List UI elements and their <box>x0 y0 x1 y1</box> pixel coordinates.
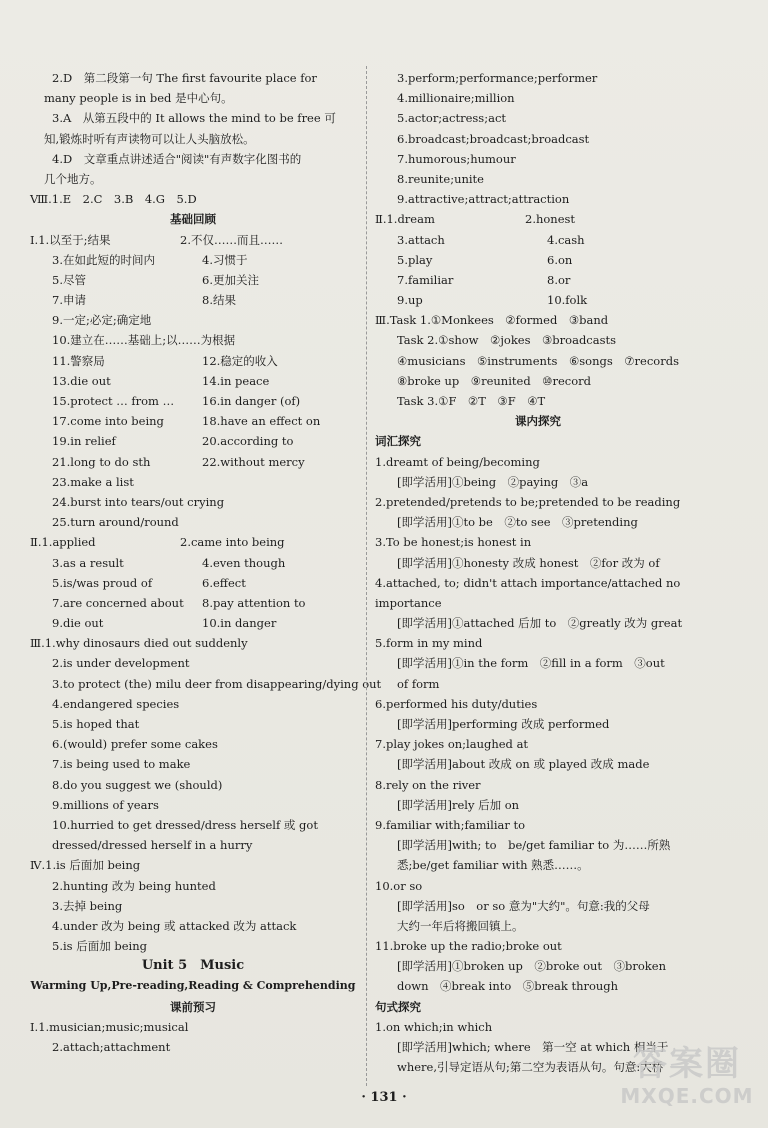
answer-line: [即学活用]①to be ②to see ③pretending <box>397 515 638 530</box>
watermark-logo: 答案圈 <box>633 1044 741 1084</box>
answer-line: 3.perform;performance;performer <box>397 71 598 85</box>
answer-line: 10.建立在……基础上;以……为根据 <box>52 333 236 348</box>
answer-line: 2.pretended/pretends to be;pretended to be reading <box>375 494 681 509</box>
answer-line: 9.millions of years <box>52 797 159 812</box>
answer-item: 5.play <box>397 252 433 267</box>
answer-item: Ⅱ.1.applied <box>30 535 96 550</box>
answer-item: 17.come into being <box>52 414 164 429</box>
answer-line: ④musicians ⑤instruments ⑥songs ⑦records <box>397 353 679 368</box>
answer-item: 11.警察局 <box>52 353 105 368</box>
answer-line: 3.To be honest;is honest in <box>375 535 532 550</box>
answer-item: 4.even though <box>202 555 286 570</box>
answer-line-pair <box>30 351 356 371</box>
watermark-url: MXQE.COM <box>620 1084 754 1108</box>
answer-line: 1.on which;in which <box>375 1019 493 1034</box>
answer-line: [即学活用]about 改成 on 或 played 改成 made <box>397 757 650 772</box>
answer-line: 2.is under development <box>52 656 190 671</box>
section-heading: 句式探究 <box>375 999 421 1014</box>
answer-line: 知,锻炼时听有声读物可以让人头脑放松。 <box>44 131 255 146</box>
answer-line: 8.rely on the river <box>375 777 481 792</box>
answer-item: 12.稳定的收入 <box>202 353 278 368</box>
answer-line: many people is in bed 是中心句。 <box>44 91 233 106</box>
answer-line: 8.do you suggest we (should) <box>52 777 223 792</box>
answer-line: Task 2.①show ②jokes ③broadcasts <box>397 333 617 348</box>
answer-item: Ⅰ.1.以至于;结果 <box>30 232 111 247</box>
answer-line: 6.performed his duty/duties <box>375 696 538 711</box>
answer-line-pair <box>375 209 701 229</box>
answer-line: 4.D 文章重点讲述适合"阅读"有声数字化图书的 <box>52 151 302 166</box>
answer-item: 3.在如此短的时间内 <box>52 252 155 267</box>
section-heading: 课前预习 <box>170 999 216 1014</box>
answer-line: [即学活用]which; where 第一空 at which 相当于 <box>397 1040 669 1054</box>
answer-item: 2.came into being <box>180 535 285 550</box>
section-heading: 基础回顾 <box>170 212 216 227</box>
answer-item: 9.die out <box>52 616 104 631</box>
answer-item: 20.according to <box>202 434 294 449</box>
answer-item: 6.effect <box>202 575 246 590</box>
answer-line: [即学活用]so or so 意为"大约"。句意:我的父母 <box>397 898 650 913</box>
answer-item: 7.familiar <box>397 272 454 287</box>
answer-line-pair <box>30 573 356 593</box>
answer-line-pair <box>30 431 356 451</box>
answer-line: dressed/dressed herself in a hurry <box>52 838 253 853</box>
answer-line: [即学活用]①in the form ②fill in a form ③out <box>397 656 665 671</box>
answer-line: Task 3.①F ②T ③F ④T <box>397 394 546 408</box>
answer-line-pair <box>375 250 701 270</box>
answer-line: 几个地方。 <box>44 171 102 186</box>
answer-line: 5.form in my mind <box>375 636 483 651</box>
answer-line: 9.attractive;attract;attraction <box>397 192 570 207</box>
answer-line: 1.dreamt of being/becoming <box>375 454 540 469</box>
answer-item: 22.without mercy <box>202 454 305 469</box>
answer-line-pair <box>30 553 356 573</box>
answer-item: 21.long to do sth <box>52 454 151 469</box>
answer-item: 3.as a result <box>52 555 124 570</box>
answer-line-pair <box>375 290 701 310</box>
answer-line-pair <box>375 270 701 290</box>
answer-line: 3.去掉 being <box>52 898 123 913</box>
answer-line: [即学活用]①honesty 改成 honest ②for 改为 of <box>397 555 660 570</box>
answer-line: 4.attached, to; didn't attach importance/attached no <box>375 575 681 590</box>
answer-item: 6.更加关注 <box>202 272 259 287</box>
answer-item: 7.申请 <box>52 293 86 308</box>
answer-item: 3.attach <box>397 232 445 247</box>
answer-line-pair <box>30 250 356 270</box>
answer-item: 8.结果 <box>202 293 236 308</box>
answer-line: 24.burst into tears/out crying <box>52 494 225 509</box>
answer-line-pair <box>30 452 356 472</box>
answer-item: 4.习惯于 <box>202 252 248 267</box>
answer-item: 16.in danger (of) <box>202 394 301 408</box>
answer-item: 14.in peace <box>202 373 270 388</box>
answer-line-pair <box>30 411 356 431</box>
section-heading: 课内探究 <box>515 414 561 429</box>
answer-item: 19.in relief <box>52 434 116 449</box>
answer-line: [即学活用]rely 后加 on <box>397 797 520 812</box>
answer-line: Ⅰ.1.musician;music;musical <box>30 1019 189 1034</box>
answer-line: 8.reunite;unite <box>397 171 484 186</box>
answer-item: 13.die out <box>52 373 111 388</box>
answer-line: 10.or so <box>375 878 423 893</box>
answer-line: [即学活用]performing 改成 performed <box>397 717 610 731</box>
answer-item: 10.folk <box>547 293 588 308</box>
answer-line: importance <box>375 595 442 610</box>
answer-line: 5.is 后面加 being <box>52 939 147 954</box>
answer-item: 15.protect … from … <box>52 394 175 408</box>
answer-line: 7.play jokes on;laughed at <box>375 737 529 752</box>
section-heading: Unit 5 Music <box>141 958 245 974</box>
answer-line: 4.under 改为 being 或 attacked 改为 attack <box>52 918 297 933</box>
answer-line-pair <box>30 270 356 290</box>
section-heading: Warming Up,Pre-reading,Reading & Comprehending <box>30 979 356 993</box>
answer-line-pair <box>375 230 701 250</box>
answer-line: 2.D 第二段第一句 The first favourite place for <box>52 71 317 85</box>
answer-item: 2.honest <box>525 212 576 227</box>
answer-line: [即学活用]①broken up ②broke out ③broken <box>397 959 666 974</box>
answer-line: Ⅷ.1.E 2.C 3.B 4.G 5.D <box>30 192 197 207</box>
answer-line: ⑧broke up ⑨reunited ⑩record <box>397 373 592 388</box>
answer-item: 2.不仅……而且…… <box>180 232 283 247</box>
answer-item: 9.up <box>397 293 423 308</box>
answer-line: 2.hunting 改为 being hunted <box>52 878 216 893</box>
answer-line: 3.A 从第五段中的 It allows the mind to be free 可 <box>52 111 336 126</box>
answer-line: Ⅳ.1.is 后面加 being <box>30 858 141 873</box>
answer-line: 9.一定;必定;确定地 <box>52 313 152 328</box>
right-column <box>375 68 701 1077</box>
answer-line: where,引导定语从句;第二空为表语从句。句意:大桥 <box>397 1060 664 1075</box>
answer-line: 5.is hoped that <box>52 717 140 731</box>
answer-line: 6.(would) prefer some cakes <box>52 737 218 752</box>
answer-item: 18.have an effect on <box>202 414 321 429</box>
answer-line: of form <box>397 676 440 691</box>
answer-line: 23.make a list <box>52 474 134 489</box>
answer-line: 10.hurried to get dressed/dress herself 或 got <box>52 817 318 832</box>
answer-line: 4.endangered species <box>52 696 180 711</box>
answer-line-pair <box>30 371 356 391</box>
watermark <box>612 1044 762 1118</box>
answer-line: 2.attach;attachment <box>52 1040 171 1054</box>
answer-line: 7.humorous;humour <box>397 151 516 166</box>
answer-line: 25.turn around/round <box>52 515 179 530</box>
answer-item: Ⅱ.1.dream <box>375 212 435 227</box>
answer-line-pair <box>30 593 356 613</box>
column-divider <box>366 66 368 1086</box>
answer-line: 9.familiar with;familiar to <box>375 817 526 832</box>
answer-line-pair <box>30 613 356 633</box>
answer-item: 10.in danger <box>202 616 277 631</box>
answer-line-pair <box>30 290 356 310</box>
answer-line: [即学活用]①attached 后加 to ②greatly 改为 great <box>397 616 683 631</box>
answer-item: 4.cash <box>547 232 585 247</box>
answer-line: 7.is being used to make <box>52 757 191 772</box>
answer-line: 4.millionaire;million <box>397 91 515 106</box>
answer-line-pair <box>30 391 356 411</box>
answer-line: [即学活用]with; to be/get familiar to 为……所熟 <box>397 838 671 853</box>
answer-item: 7.are concerned about <box>52 595 184 610</box>
answer-item: 8.or <box>547 272 571 287</box>
left-column <box>30 68 382 1057</box>
answer-item: 6.on <box>547 252 573 267</box>
answer-item: 5.尽管 <box>52 272 86 287</box>
answer-line: 大约一年后将搬回镇上。 <box>397 918 524 933</box>
answer-line: 3.to protect (the) milu deer from disappearing/dying out <box>52 676 382 691</box>
answer-line: 5.actor;actress;act <box>397 111 507 126</box>
answer-line-pair <box>30 230 356 250</box>
answer-line: Ⅲ.1.why dinosaurs died out suddenly <box>30 636 248 651</box>
answer-line: down ④break into ⑤break through <box>397 979 619 994</box>
answer-item: 8.pay attention to <box>202 595 306 610</box>
answer-line: 悉;be/get familiar with 熟悉……。 <box>397 858 589 873</box>
answer-line: [即学活用]①being ②paying ③a <box>397 474 589 489</box>
section-heading: 词汇探究 <box>375 434 421 449</box>
answer-line: 11.broke up the radio;broke out <box>375 939 562 954</box>
answer-line-pair <box>30 532 356 552</box>
answer-line: Ⅲ.Task 1.①Monkees ②formed ③band <box>375 313 609 328</box>
answer-line: 6.broadcast;broadcast;broadcast <box>397 131 590 146</box>
answer-item: 5.is/was proud of <box>52 575 153 590</box>
page-number: · 131 · <box>361 1090 407 1105</box>
